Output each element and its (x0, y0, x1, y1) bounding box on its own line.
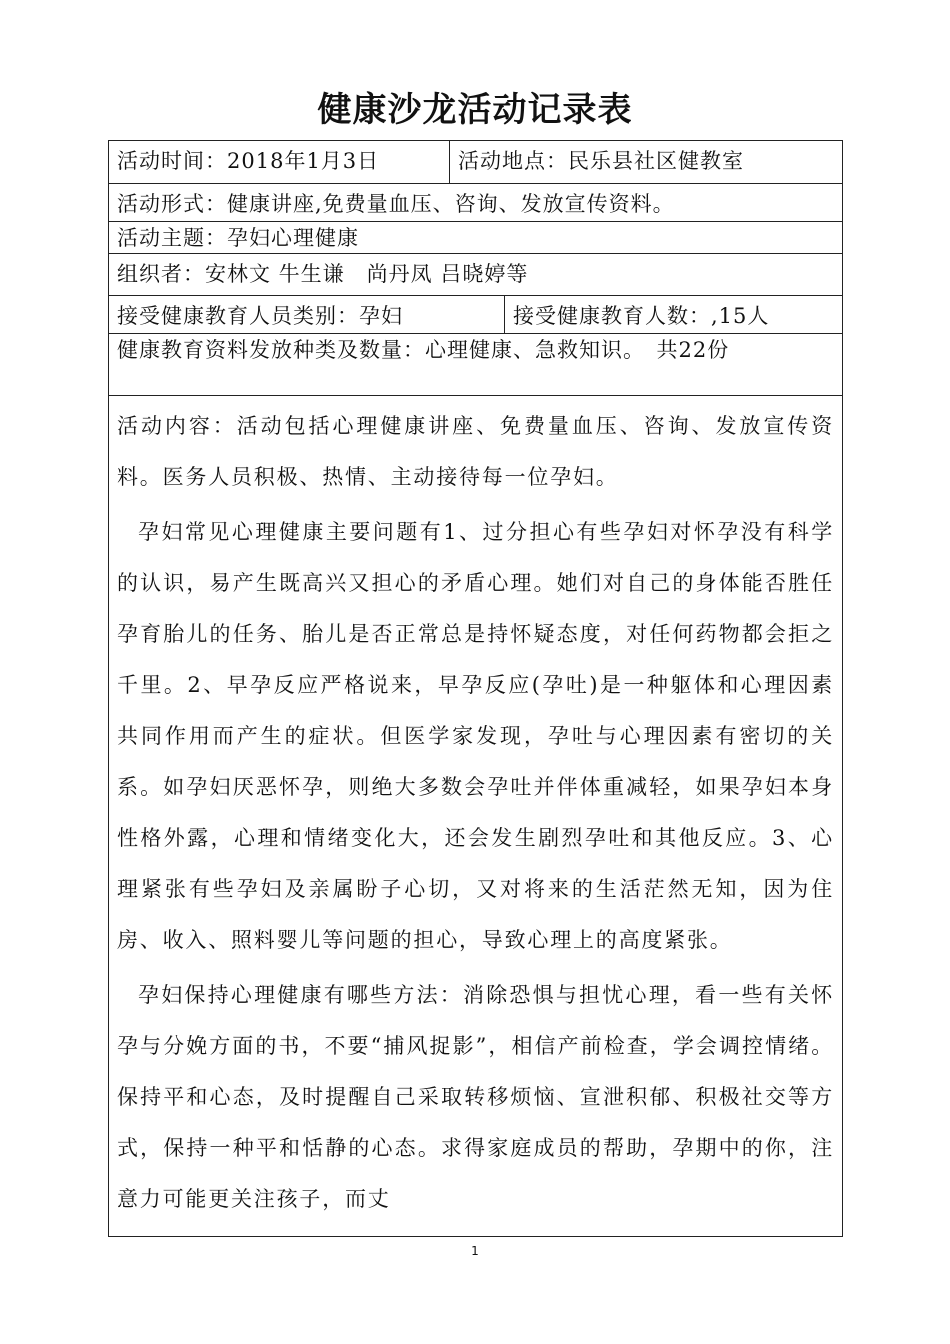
content-paragraph-methods: 孕妇保持心理健康有哪些方法：消除恐惧与担忧心理，看一些有关怀孕与分娩方面的书，不要“捕风捉影”，相信产前检查，学会调控情绪。保持平和心态，及时提醒自己采取转移烦恼、宣泄积郁、积极社交等方式，保持一种平和恬静的心态。求得家庭成员的帮助，孕期中的你，注意力可能更关注孩子，而丈 (117, 983, 834, 1211)
audience-count: 接受健康教育人数：,15人 (504, 296, 842, 333)
row-theme (109, 222, 842, 254)
content-paragraph-problems: 孕妇常见心理健康主要问题有1、过分担心有些孕妇对怀孕没有科学的认识，易产生既高兴又担心的矛盾心理。她们对自己的身体能否胜任孕育胎儿的任务、胎儿是否正常总是持怀疑态度，对任何药物都会拒之千里。2、早孕反应严格说来，早孕反应(孕吐)是一种躯体和心理因素共同作用而产生的症状。但医学家发现，孕吐与心理因素有密切的关系。如孕妇厌恶怀孕，则绝大多数会孕吐并伴体重减轻，如果孕妇本身性格外露，心理和情绪变化大，还会发生剧烈孕吐和其他反应。3、心理紧张有些孕妇及亲属盼子心切，又对将来的生活茫然无知，因为住房、收入、照料婴儿等问题的担心，导致心理上的高度紧张。 (117, 520, 834, 952)
audience-type: 接受健康教育人员类别：孕妇 (117, 304, 403, 328)
organizers: 组织者：安林文 牛生谦 尚丹凤 吕晓婷等 (117, 262, 529, 286)
page-title: 健康沙龙活动记录表 (317, 90, 633, 130)
activity-record-table (108, 140, 843, 1237)
page-number: 1 (471, 1244, 479, 1258)
activity-form: 活动形式：健康讲座,免费量血压、咨询、发放宣传资料。 (117, 192, 675, 216)
row-form (109, 184, 842, 222)
row-time-place (109, 141, 842, 184)
activity-content (109, 396, 842, 1236)
row-content (109, 396, 842, 1236)
activity-theme: 活动主题：孕妇心理健康 (117, 226, 359, 250)
row-audience (109, 296, 842, 334)
row-organizers (109, 254, 842, 296)
activity-time: 活动时间：2018年1月3日 (117, 149, 380, 173)
materials-distributed: 健康教育资料发放种类及数量：心理健康、急救知识。 共22份 (117, 338, 730, 362)
row-materials (109, 334, 842, 396)
activity-place: 活动地点：民乐县社区健教室 (449, 141, 842, 183)
content-paragraph-intro: 活动内容：活动包括心理健康讲座、免费量血压、咨询、发放宣传资料。医务人员积极、热情、主动接待每一位孕妇。 (117, 414, 834, 489)
